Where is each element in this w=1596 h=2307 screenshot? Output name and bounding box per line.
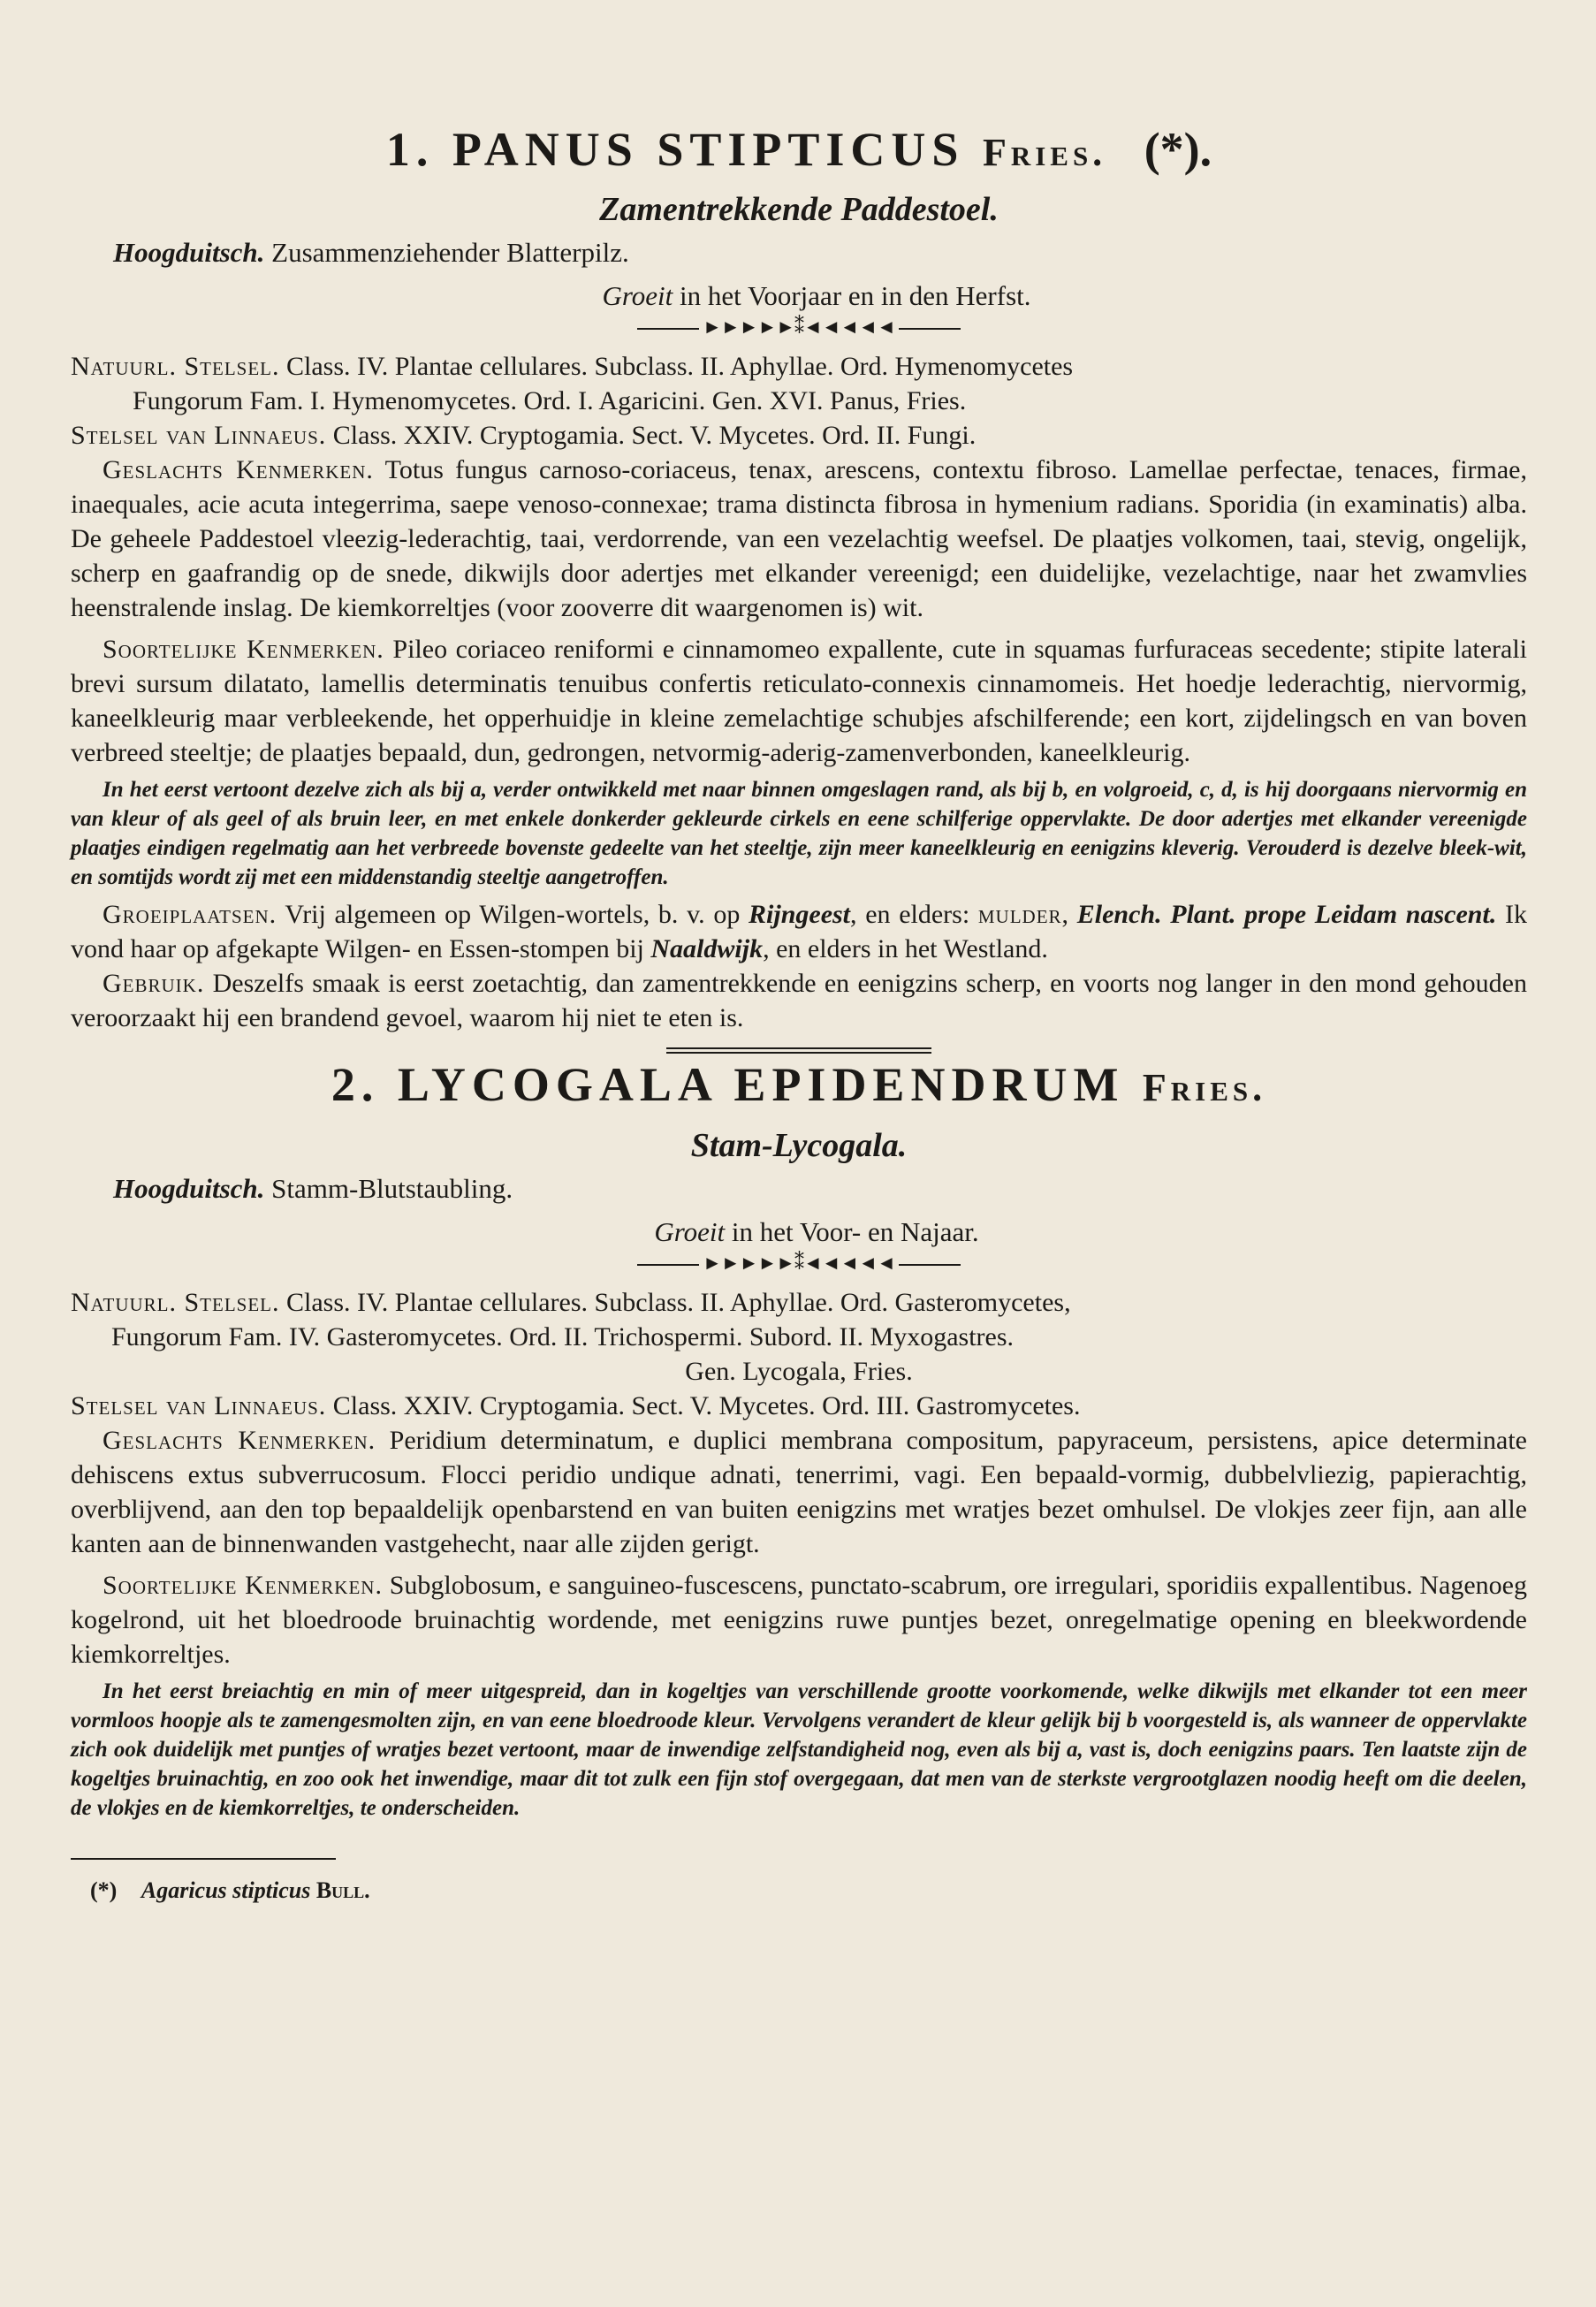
linnaeus-label: Stelsel van Linnaeus. bbox=[71, 1390, 327, 1420]
natural-system-line-1: Class. IV. Plantae cellulares. Subclass. II. Aphyllae. Ord. Gasteromycetes, bbox=[286, 1287, 1071, 1317]
section-1-development-note: In het eerst vertoont dezelve zich als bij a, verder ontwikkeld met naar binnen omgeslagen rand, als bij b, en volgroeid, c, d, is hij doorgaans niervormig en van kleur of als geel of als bruin leer, en met enkele donkerder gekleurde cirkels en eene schilferige oppervlakte. De door adertjes met elkander vereenigde plaatjes eindigen regelmatig aan het verbreede bovenste gedeelte van het steeltje, zijn meer kaneelkleurig en eenigzins kleverig. Verouderd is dezelve bleek-wit, en somtijds wordt zij met een middenstandig steeltje aangetroffen. bbox=[71, 778, 1527, 890]
natural-system-label: Natuurl. Stelsel. bbox=[71, 1287, 280, 1317]
section-1-author: Fries. bbox=[982, 131, 1107, 174]
german-text: Stamm-Blutstaubling. bbox=[271, 1172, 513, 1204]
section-1-species-characteristics bbox=[71, 632, 1527, 770]
section-1-title bbox=[71, 124, 1527, 176]
species-label: Soortelijke Kenmerken. bbox=[103, 635, 384, 665]
author-mulder: mulder bbox=[977, 900, 1062, 930]
linnaeus-text: Class. XXIV. Cryptogamia. Sect. V. Mycetes. Ord. II. Fungi. bbox=[332, 421, 977, 451]
place-naaldwijk: Naaldwijk bbox=[650, 934, 764, 964]
section-2-author: Fries. bbox=[1142, 1066, 1267, 1110]
growth-text: in het Voor- en Najaar. bbox=[731, 1215, 979, 1247]
usage-label: Gebruik. bbox=[103, 969, 205, 999]
footnote-text: Agaricus stipticus bbox=[141, 1877, 311, 1903]
section-1-linnaeus-system bbox=[71, 418, 1527, 453]
species-text: Pileo coriaceo reniformi e cinnamomeo expallente, cute in squamas furfuraceas secedente; stipite laterali brevi sursum dilatato, lamellis determinatis tenuibus confertis reticulato-connexis cinnamomeis. Het hoedje lederachtig, niervormig, kaneelkleurig maar verbleekende, het opperhuidje in kleine zemelachtige schubjes afschilferende; een kort, zijdelingsch en van boven verbreed steeltje; de plaatjes bepaald, dun, gedrongen, netvormig-aderig-zamenverbonden, kaneelkleurig. bbox=[71, 635, 1528, 768]
section-2-title bbox=[71, 1059, 1527, 1111]
genus-text: Totus fungus carnoso-coriaceus, tenax, arescens, contextu fibroso. Lamellae perfectae, tenaces, firmae, inaequales, acie acuta integerrima, saepe venoso-connexae; trama distincta fibrosa in hymenium radians. Sporidia (in examinatis) alba. De geheele Paddestoel vleezig-lederachtig, taai, verdorrende, van een vezelachtig weefsel. De plaatjes volkomen, taai, stevig, ongelijk, scherp en gaafrandig op de snede, dikwijls door adertjes met elkander vereenigd; een duidelijke, vezelachtige, naar het zwamvlies heenstralende inslag. De kiemkorreltjes (voor zooverre dit waargenomen is) wit. bbox=[71, 455, 1527, 623]
ornament-divider: ►►►►►⁑◄◄◄◄◄ bbox=[71, 316, 1527, 339]
growth-label: Groeit bbox=[654, 1215, 726, 1247]
section-2-growth-season bbox=[71, 1214, 1527, 1250]
section-2-title-text: 2. LYCOGALA EPIDENDRUM bbox=[331, 1058, 1125, 1112]
genus-label: Geslachts Kenmerken. bbox=[103, 455, 374, 485]
section-1-natural-system bbox=[71, 349, 1527, 418]
section-2-genus-line: Gen. Lycogala, Fries. bbox=[685, 1356, 913, 1386]
natural-system-line-2: Fungorum Fam. IV. Gasteromycetes. Ord. II. Trichospermi. Subord. II. Myxogastres. bbox=[111, 1321, 1015, 1351]
ornament-divider: ►►►►►⁑◄◄◄◄◄ bbox=[71, 1252, 1527, 1275]
section-1-growth-season bbox=[71, 278, 1527, 314]
natural-system-line-1: Class. IV. Plantae cellulares. Subclass. II. Aphyllae. Ord. Hymenomycetes bbox=[286, 352, 1074, 382]
natural-system-label: Natuurl. Stelsel. bbox=[71, 352, 280, 382]
section-1-habitats bbox=[71, 897, 1527, 966]
linnaeus-text: Class. XXIV. Cryptogamia. Sect. V. Mycetes. Ord. III. Gastromycetes. bbox=[332, 1390, 1081, 1420]
footnote-mark: (*) bbox=[90, 1877, 118, 1903]
section-1-genus-characteristics bbox=[71, 453, 1527, 625]
species-label: Soortelijke Kenmerken. bbox=[103, 1570, 383, 1600]
section-2-development-note: In het eerst breiachtig en min of meer uitgespreid, dan in kogeltjes van verschillende grootte voorkomende, welke dikwijls met elkander tot een meer vormloos hoopje als te zamengesmolten zijn, en van eene bloedroode kleur. Vervolgens verandert de kleur gelijk bij b voorgesteld is, als wanneer de oppervlakte zich ook duidelijk met puntjes of wratjes bezet vertoont, maar de inwendige zelfstandigheid nog, even als bij a, vast is, doch eenigzins paars. Ten laatste zijn de kogeltjes bruinachtig, en zoo ook het inwendige, maar dit tot zulk een fijn stof overgegaan, dat men van de sterkste vergrootglazen noodig heeft om die deelen, de vlokjes en de kiemkorreltjes, te onderscheiden. bbox=[71, 1679, 1527, 1820]
footnote-reference[interactable]: (*). bbox=[1144, 123, 1212, 176]
genus-text: Peridium determinatum, e duplici membrana compositum, papyraceum, persistens, apice determinate dehiscens extus subverrucosum. Flocci peridio undique adnati, tenerrimi, vagi. Een bepaald-vormig, dubbelvliezig, papierachtig, overblijvend, aan den top bepaaldelijk openbarstend en van buiten eenigzins met wratjes bezet omhulsel. De vlokjes zeer fijn, aan alle kanten aan de binnenwanden vastgehecht, naar alle zijden gerigt. bbox=[71, 1425, 1527, 1558]
habitats-text-5: , en elders in het Westland. bbox=[763, 934, 1048, 964]
section-2-subtitle: Stam-Lycogala. bbox=[690, 1126, 908, 1164]
growth-label: Groeit bbox=[602, 280, 673, 312]
german-label: Hoogduitsch. bbox=[113, 237, 265, 269]
section-1-german-name bbox=[71, 234, 1527, 270]
habitats-text-2: , en elders: bbox=[850, 900, 970, 930]
german-label: Hoogduitsch. bbox=[113, 1172, 265, 1204]
section-1-subtitle: Zamentrekkende Paddestoel. bbox=[599, 191, 999, 229]
section-2-german-name bbox=[71, 1170, 1527, 1207]
footnote-rule bbox=[71, 1858, 336, 1860]
section-2-natural-system bbox=[71, 1285, 1527, 1354]
section-2-genus-characteristics bbox=[71, 1423, 1527, 1561]
growth-text: in het Voorjaar en in den Herfst. bbox=[680, 280, 1031, 312]
linnaeus-label: Stelsel van Linnaeus. bbox=[71, 421, 327, 451]
habitats-text-1: Vrij algemeen op Wilgen-wortels, b. v. op bbox=[285, 900, 741, 930]
footnote-author: Bull. bbox=[315, 1877, 370, 1903]
habitats-text-4: Ik vond haar op afgekapte Wilgen- en Essen-stompen bij bbox=[71, 900, 1528, 964]
german-text: Zusammenziehender Blatterpilz. bbox=[271, 237, 629, 269]
usage-text: Deszelfs smaak is eerst zoetachtig, dan zamentrekkende en eenigzins scherp, en voorts nog langer in den mond gehouden veroorzaakt hij een brandend gevoel, waarom hij niet te eten is. bbox=[71, 969, 1528, 1033]
natural-system-line-2: Fungorum Fam. I. Hymenomycetes. Ord. I. Agaricini. Gen. XVI. Panus, Fries. bbox=[133, 386, 967, 416]
species-text: Subglobosum, e sanguineo-fuscescens, punctato-scabrum, ore irregulari, sporidiis expallentibus. Nagenoeg kogelrond, uit het bloedroode bruinachtig wordende, met eenigzins ruwe puntjes bezet, onregelmatige opening en bleekwordende kiemkorreltjes. bbox=[71, 1570, 1527, 1669]
section-divider bbox=[666, 1047, 931, 1054]
habitats-label: Groeiplaatsen. bbox=[103, 900, 277, 930]
habitats-text-3: , bbox=[1061, 900, 1069, 930]
section-2-linnaeus-system bbox=[71, 1389, 1527, 1423]
section-1-title-text: 1. PANUS STIPTICUS bbox=[385, 123, 965, 176]
genus-label: Geslachts Kenmerken. bbox=[103, 1425, 376, 1455]
place-rijngeest: Rijngeest bbox=[749, 900, 851, 930]
section-1-usage bbox=[71, 966, 1527, 1035]
footnote bbox=[90, 1877, 1527, 1904]
elench-reference: Elench. Plant. prope Leidam nascent. bbox=[1076, 900, 1497, 930]
section-2-species-characteristics bbox=[71, 1568, 1527, 1671]
